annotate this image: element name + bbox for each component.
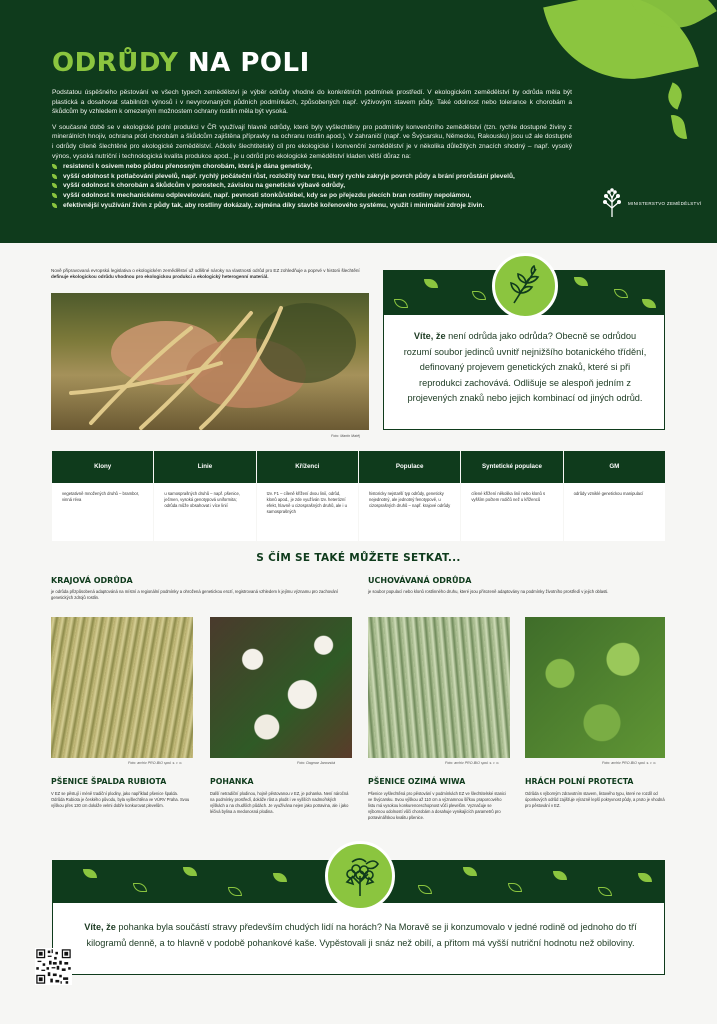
species-description: Odrůda s výborným zdravotním stavem, listového typu, které ne rozdíl od úponkových odrůd zajišťuje výrazně lepší pokryvnost půdy, a proto je vhodná pro pěstování v EZ. [525,791,665,808]
winter-wheat-photo [368,617,510,758]
landrace-text: je odrůda přizpůsobená adaptováná na místní a regionální podmínky a ohrožená genetickou erozí, registrovaná vzhledem k jejímu významu pro zachování genetických zdrojů rostlin. [51,589,339,600]
table-column [154,451,255,541]
conservation-variety-text: je soubor populací nebo klonů rostlinného druhu, které jsou přirozeně adaptovány na podmínky životního prostředí v jejich oblasti. [368,589,609,594]
species-description: Další netradiční plodinou, hojně pěstovanou v EZ, je pohanka. Není náročná na podmínky prostředí, dokáže růst a plodit i ve vyšších nadmořských výškách a na chudších půdách. Je využívána nejen jako potravina, ale i jako léčivá bylina a medonosná plodina. [210,791,349,814]
did-you-know-label: Víte, že [413,331,446,341]
table-header: GM [564,451,665,483]
title-rest: NA POLI [187,48,310,78]
photo-credit: Foto: archiv PRO-BIO spol. s. r. o. [128,761,183,765]
ministry-name: MINISTERSTVO ZEMĚDĚLSTVÍ [628,200,702,206]
priority-list [52,162,572,210]
list-item: vyšší odolnost k mechanickému odplevelování, např. pevnosti stonků/stébel, kdy se po přejezdu plecích bran rostliny nepolámou, [52,191,572,201]
table-header: Kříženci [257,451,358,483]
list-item: vyšší odolnost k potlačování plevelů, např. rychlý počáteční růst, rozložitý tvar trsu, který rychle zakryje povrch půdy a brání prorůstání plevelů, [52,172,572,182]
header-banner [0,0,717,243]
photo-credit: Foto: archiv PRO-BIO spol. s. r. o. [602,761,657,765]
tree-logo-icon [600,188,624,218]
intro-paragraph-1: Podstatou úspěšného pěstování ve všech typech zemědělství je výběr odrůdy vhodné do konkrétních podmínek prostředí. V ekologickém zemědělství by odrůda měla být plastická a dosahovat stabilních výnosů i v nevyrovnaných půdních podmínkách, způsobených např. výživovým stavem půdy. Také odolnost nebo tolerance k chorobám a škůdcům by vzhledem k omezeným možnostem ochrany rostlin měla být vysoká. [52,89,572,116]
table-cell: tzv. F1 – cíleně křížení dvou linií, odrůd, klonů apod., je zde využíván tzv. heterózní efekt, hlavně u cizosprašných druhů, ale i u samosprašných [257,483,358,541]
buckwheat-icon [340,854,380,898]
photo-credit: Foto: Martin Matěj [331,434,360,438]
table-cell: odrůdy vzniklé genetickou manipulací [564,483,665,541]
leaf-branch-icon-circle [492,253,558,319]
section-title: S ČÍM SE TAKÉ MŮŽETE SETKAT... [256,552,461,564]
title-highlight: ODRŮDY [52,48,179,78]
did-you-know-text [402,329,648,407]
leaf-branch-icon [506,265,544,307]
legislation-bold: definuje ekologickou odrůdu vhodnou pro ekologickou produkci a ekologický heterogenní materiál. [51,274,269,280]
list-item: efektivnější využívání živin z půdy tak, aby rostliny dokázaly, zejména díky stavbě kořenového systému, využít i minimální zdroje živin. [52,201,572,211]
decorative-leaf [671,113,687,141]
table-header: Populace [359,451,460,483]
conservation-variety-title: UCHOVÁVANÁ ODRŮDA [368,576,472,585]
legislation-note [51,268,369,281]
decorative-leaf [664,82,685,109]
table-header: Klony [52,451,153,483]
buckwheat-fact-body: pohanka byla součástí stravy především chudých lidí na horách? Na Moravě se ji konzumovalo v jedné rodině od jednoho do tří kilogramů denně, a to hlavně v podobě pohankové kaše. Vypěstovali ji snáz než obilí, a přitom má vyšší nutriční hodnotu než obiloviny. [86,922,637,948]
wheat-hands-photo [51,293,369,430]
field-pea-photo [525,617,665,758]
species-title: PŠENICE OZIMÁ WIWA [368,777,466,786]
table-column [257,451,358,541]
buckwheat-photo [210,617,352,758]
table-column [564,451,665,541]
intro-text [52,88,572,210]
legislation-text: Nově připravovaná evropská legislativa o ekologickém zemědělství už odlišné nároky na vlastnosti odrůd pro EZ zohledňuje a poprvé v historii šlechtění [51,268,360,273]
species-title: HRÁCH POLNÍ PROTECTA [525,777,634,786]
qr-code[interactable] [35,948,72,985]
photo-credit: Foto: archiv PRO-BIO spol. s. r. o. [445,761,500,765]
ministry-logo [600,188,701,218]
wheat-hands-illustration [51,293,369,430]
spelt-photo [51,617,193,758]
table-cell: cílené křížení několika linií nebo klonů s vyšším počtem rodičů než u kříženců [461,483,562,541]
table-column [359,451,460,541]
table-cell: vegetativně množených druhů – brambor, vinná réva [52,483,153,541]
table-header: Syntetické populace [461,451,562,483]
table-header: Linie [154,451,255,483]
buckwheat-fact-box [52,860,665,975]
did-you-know-box [383,270,665,430]
landrace-title: KRAJOVÁ ODRŮDA [51,576,133,585]
buckwheat-icon-circle [325,841,395,911]
list-item: resistenci k osivem nebo půdou přenosným chorobám, která je dána geneticky, [52,162,572,172]
buckwheat-fact-text [83,919,638,951]
intro-paragraph-2: V současné době se v ekologické polní produkci v ČR využívají hlavně odrůdy, které byly vyšlechtěny pro podmínky konvenčního zemědělství (tzn. rychle dostupné živiny z minerálních hnojiv, ochrana proti chorobám a škůdcům zajištěna přípravky na ochranu rostlin apod.). V zahraničí (např. ve Švýcarsku, Německu, Rakousku) jsou už ale dostupné i odrůdy cíleně šlechtěné pro ekologické zemědělství. Ačkoliv šlechtitelský cíl pro ekologické i konvenční zemědělství je v několika důležitých znacích shodný – např. vysoký výnos, vysoká nutriční i technologická kvalita produkce apod., je u odrůd pro ekologické zemědělství kladen větší důraz na: [52,123,572,160]
species-description: Pšenice vyšlechtěná pro pěstování v podmínkách EZ ve šlechtitelské stanici ve Švýcarsku. Svou výškou až 110 cm a významnou šířkou praporcového listu má vysokou konkurenceschopnost vůči plevelům. Vyznačuje se výbornou odolností vůči chorobám a dosahuje vynikajících parametrů pro potravinářskou kvalitu pšenice. [368,791,506,820]
table-cell: historicky nejstarší typ odrůdy, geneticky nejednotný, ale jednotný fenotypově, u cizosprašných druhů – např. krajové odrůdy [359,483,460,541]
table-column [52,451,153,541]
species-description: V EZ se pěstují i méně tradiční plodiny, jako například pšenice špalda. Odrůda Rubiota je českého původu, byla vyšlechtěna ve VÚRV Praha. Svou výškou přes 130 cm dokáže velmi dobře konkurovat plevelům. [51,791,190,808]
table-cell: u samosprašných druhů – např. pšenice, ječmen, vysoká genotypová uniformita; odrůda může obsahovat i více linií [154,483,255,541]
species-title: PŠENICE ŠPALDA RUBIOTA [51,777,167,786]
photo-credit: Foto: Dagmar Janovská [297,761,336,765]
list-item: vyšší odolnost k chorobám a škůdcům v porostech, závislou na genetické výbavě odrůdy, [52,181,572,191]
did-you-know-body: není odrůda jako odrůda? Obecně se odrůdou rozumí soubor jedinců uvnitř nejnižšího botanického třídění, definovaný projevem genetických znaků, které si při reprodukci zachovává. Odlišuje se alespoň jedním z projevených znaků nebo jejich kombinací od jiných odrůd. [403,331,647,404]
table-column [461,451,562,541]
variety-types-table [52,451,665,541]
species-title: POHANKA [210,777,254,786]
buckwheat-fact-label: Víte, že [84,922,116,932]
page-title [52,48,310,78]
